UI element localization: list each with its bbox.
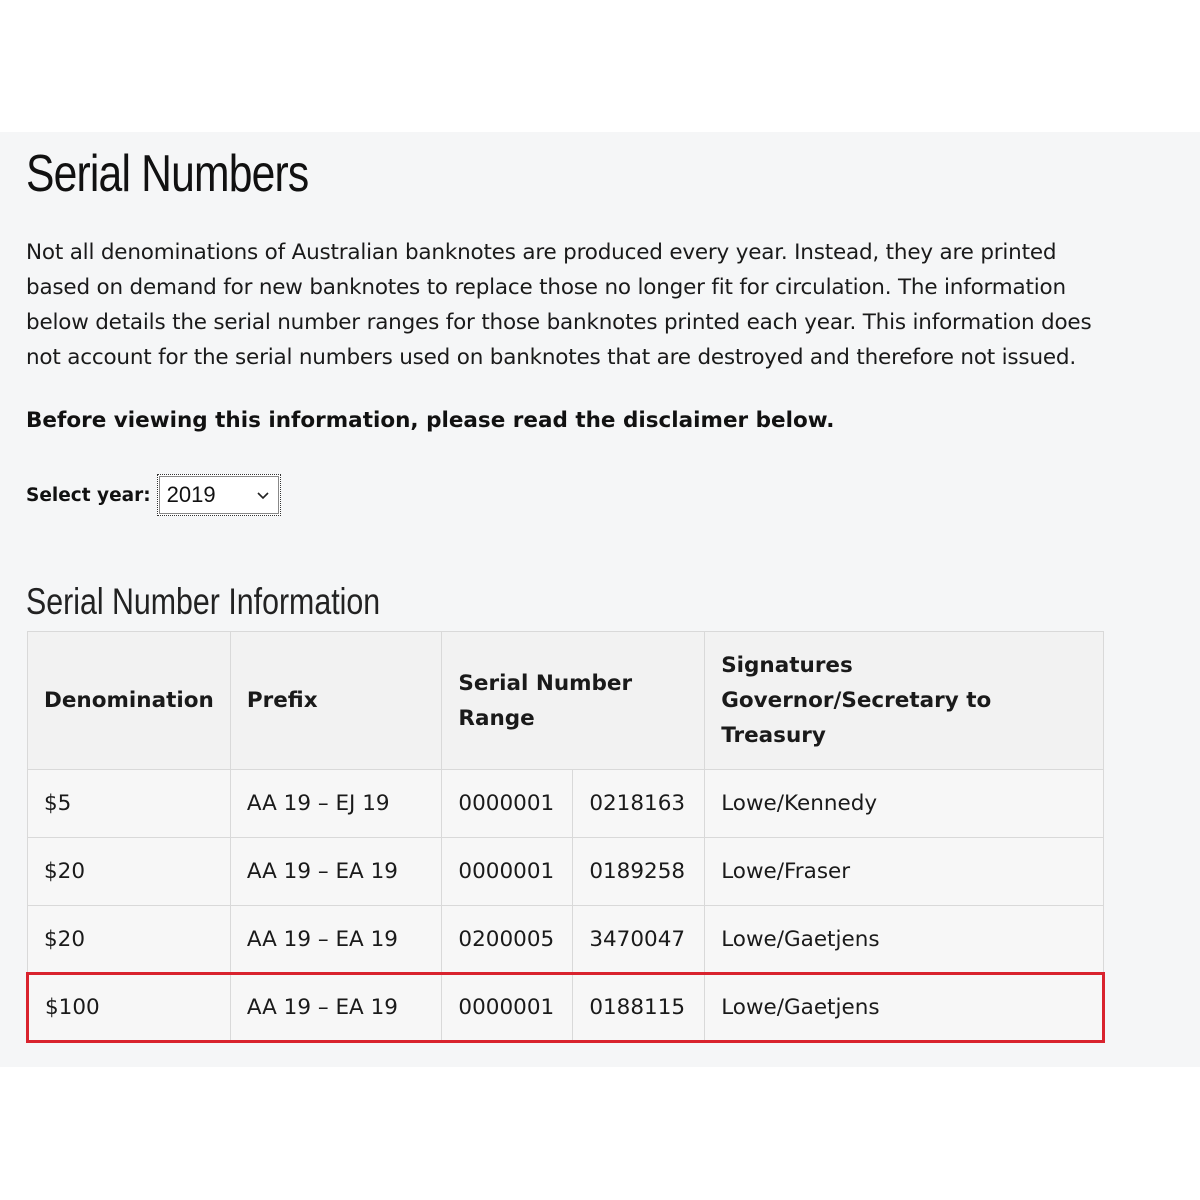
cell-range-to: 0188115 [573,974,705,1042]
table-row [28,770,1104,838]
year-select-row [26,472,281,518]
disclaimer-notice: Before viewing this information, please read the disclaimer below. [26,408,835,433]
cell-range-from: 0000001 [442,770,573,838]
header-denomination: Denomination [28,632,231,770]
cell-range-to: 0218163 [573,770,705,838]
cell-denomination: $5 [28,770,231,838]
cell-prefix: AA 19 – EA 19 [230,838,442,906]
serial-number-table [26,631,1105,1043]
intro-paragraph: Not all denominations of Australian banknotes are produced every year. Instead, they are printed based on demand for new banknotes to replace those no longer fit for circulation. The information below details the serial number ranges for those banknotes printed each year. This information does not account for the serial numbers used on banknotes that are destroyed and therefore not issued. [26,240,1092,370]
cell-signatures: Lowe/Kennedy [705,770,1104,838]
cell-range-to: 0189258 [573,838,705,906]
page-title: Serial Numbers [26,145,309,203]
header-signatures: Signatures Governor/Secretary to Treasury [705,632,1104,770]
section-title: Serial Number Information [26,581,381,622]
cell-signatures: Lowe/Gaetjens [705,906,1104,974]
cell-denomination: $20 [28,838,231,906]
header-serial-range: Serial Number Range [442,632,705,770]
cell-denomination: $20 [28,906,231,974]
cell-range-from: 0200005 [442,906,573,974]
table-row [28,838,1104,906]
year-select[interactable] [157,474,281,516]
table-row [28,906,1104,974]
cell-range-from: 0000001 [442,974,573,1042]
header-prefix: Prefix [230,632,442,770]
page-background [0,132,1200,1067]
cell-prefix: AA 19 – EA 19 [230,974,442,1042]
year-select-label: Select year: [26,484,151,506]
cell-denomination: $100 [28,974,231,1042]
cell-range-from: 0000001 [442,838,573,906]
cell-signatures: Lowe/Fraser [705,838,1104,906]
chevron-down-icon [256,488,270,502]
cell-signatures: Lowe/Gaetjens [705,974,1104,1042]
cell-prefix: AA 19 – EA 19 [230,906,442,974]
cell-range-to: 3470047 [573,906,705,974]
year-select-value: 2019 [166,482,216,507]
table-header-row [28,632,1104,770]
table-row-highlighted [28,974,1104,1042]
cell-prefix: AA 19 – EJ 19 [230,770,442,838]
